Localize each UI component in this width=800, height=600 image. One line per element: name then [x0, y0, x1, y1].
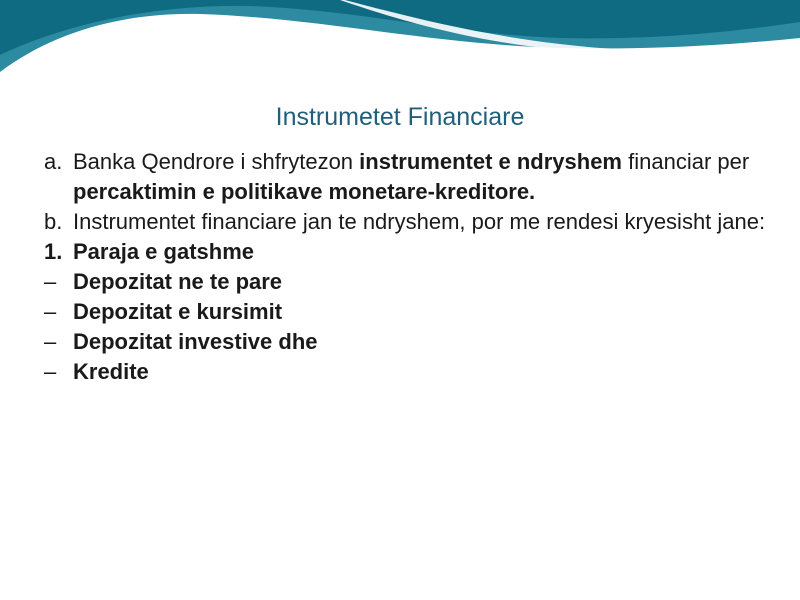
- slide-content: [44, 147, 784, 387]
- item-a-part3: financiar per: [622, 149, 750, 174]
- dash-marker: –: [44, 299, 57, 324]
- dash-item-4-text: Kredite: [73, 359, 149, 384]
- list-item-dash-3: [44, 327, 784, 357]
- dash-item-2-text: Depozitat e kursimit: [73, 299, 283, 324]
- dash-marker: –: [44, 359, 57, 384]
- list-item-1: [44, 237, 784, 267]
- dash-marker: –: [44, 269, 57, 294]
- list-item-dash-1: [44, 267, 784, 297]
- item-a-part2: instrumentet e ndryshem: [359, 149, 622, 174]
- header-wave-decoration: [0, 0, 800, 90]
- list-marker: a.: [44, 149, 63, 174]
- item-b-text: Instrumentet financiare jan te ndryshem, por me rendesi kryesisht jane:: [73, 209, 766, 234]
- item-a-text: [73, 149, 749, 204]
- item-a-part1: Banka Qendrore i shfrytezon: [73, 149, 360, 174]
- list-item-dash-4: [44, 357, 784, 387]
- list-marker: b.: [44, 209, 63, 234]
- dash-item-1-text: Depozitat ne te pare: [73, 269, 283, 294]
- list-item-dash-2: [44, 297, 784, 327]
- item-1-text: Paraja e gatshme: [73, 239, 254, 264]
- list-marker: 1.: [44, 239, 63, 264]
- dash-item-3-text: Depozitat investive dhe: [73, 329, 318, 354]
- list-item-a: [44, 147, 784, 207]
- slide-title: Instrumetet Financiare: [275, 103, 525, 131]
- item-a-part4: percaktimin e politikave monetare-kreditore.: [73, 179, 536, 204]
- list-item-b: [44, 207, 784, 237]
- dash-marker: –: [44, 329, 57, 354]
